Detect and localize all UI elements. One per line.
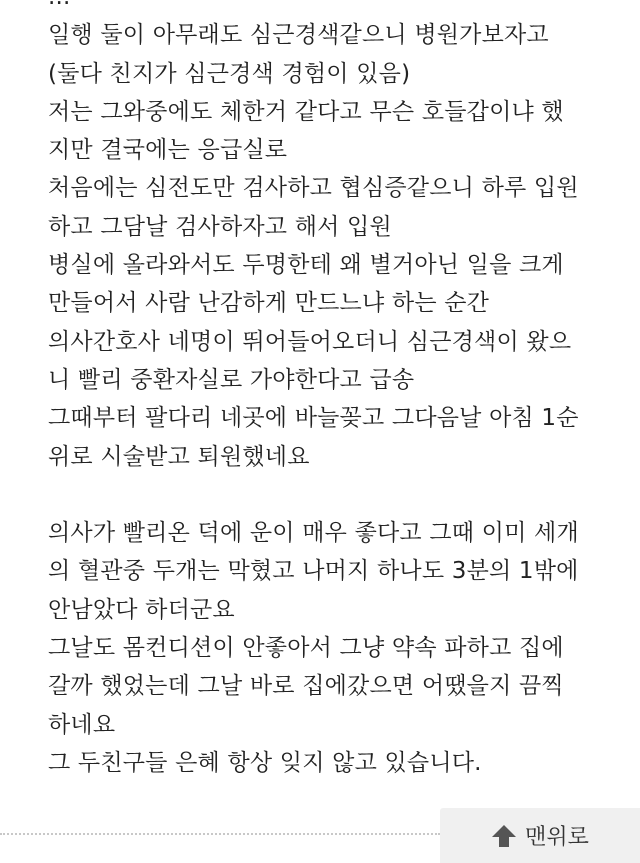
post-line: 하고 그담날 검사하자고 해서 입원 [48,213,392,240]
post-body [48,0,628,782]
post-line: 의 혈관중 두개는 막혔고 나머지 하나도 3분의 1밖에 [48,558,579,585]
scroll-to-top-label: 맨위로 [525,825,589,850]
post-line: 저는 그와중에도 체한거 같다고 무슨 호들갑이냐 했 [48,98,564,125]
paragraph-gap [48,476,628,514]
post-line: 의사가 빨리온 덕에 운이 매우 좋다고 그때 이미 세개 [48,520,579,547]
post-line: 그 두친구들 은혜 항상 잊지 않고 있습니다. [48,749,482,776]
post-line: 병실에 올라와서도 두명한테 왜 별거아닌 일을 크게 [48,252,564,279]
dotted-divider [0,833,440,835]
arrow-up-icon [491,823,517,849]
post-line [48,0,628,16]
post-line: 하네요 [48,711,116,738]
post-line: 니 빨리 중환자실로 가야한다고 급송 [48,366,415,393]
post-line: 일행 둘이 아무래도 심근경색같으니 병원가보자고 [48,22,549,49]
post-line: 의사간호사 네명이 뛰어들어오더니 심근경색이 왔으 [48,328,572,355]
post-line: (둘다 친지가 심근경색 경험이 있음) [48,60,411,87]
post-line: 처음에는 심전도만 검사하고 협심증같으니 하루 입원 [48,175,579,202]
post-line: 그때부터 팔다리 네곳에 바늘꽂고 그다음날 아침 1순 [48,405,579,432]
post-line: 지만 결국에는 응급실로 [48,137,288,164]
post-line: 위로 시술받고 퇴원했네요 [48,443,310,470]
post-line: 안남았다 하더군요 [48,596,235,623]
post-line: 만들어서 사람 난감하게 만드느냐 하는 순간 [48,290,490,317]
post-line: 그날도 몸컨디션이 안좋아서 그냥 약속 파하고 집에 [48,635,564,662]
scroll-to-top-button[interactable] [440,808,640,863]
post-line: 갈까 했었는데 그날 바로 집에갔으면 어땠을지 끔찍 [48,673,564,700]
